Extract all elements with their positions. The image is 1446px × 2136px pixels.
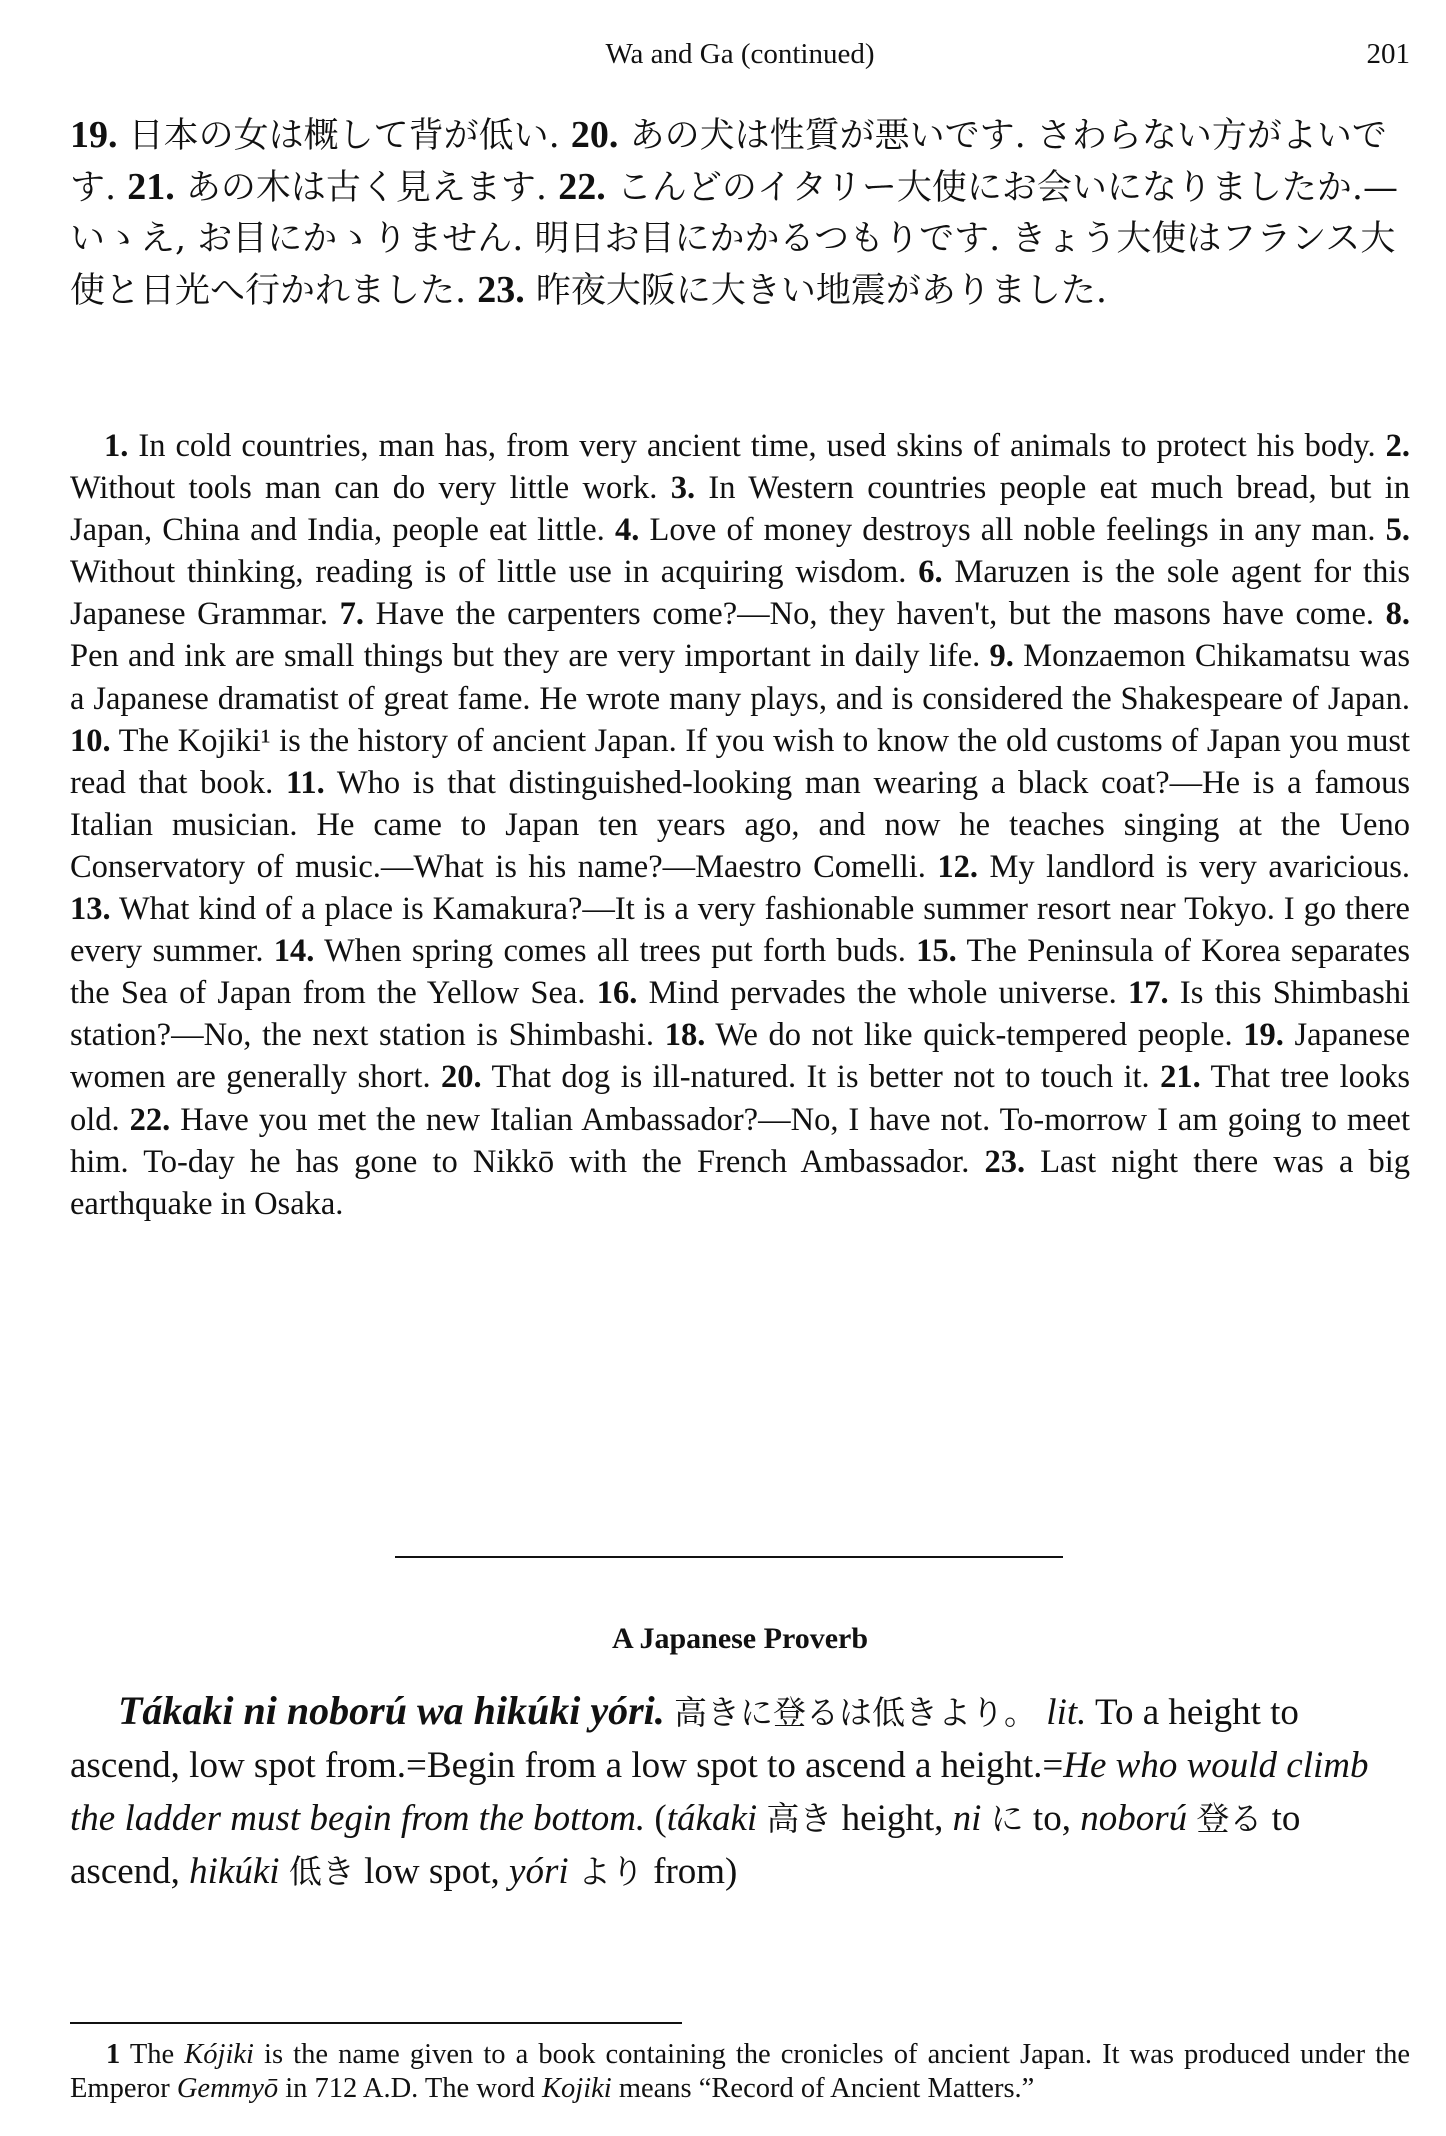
footnote-divider — [70, 2022, 682, 2024]
gloss-english: to, — [1032, 1798, 1071, 1839]
footnote-number: 1 — [106, 2039, 121, 2070]
footnote-term: Kójiki — [184, 2039, 254, 2070]
english-sentence: Japanese women are generally short. — [70, 1017, 1411, 1096]
gloss-english: to ascend, — [70, 1798, 1301, 1892]
english-sentence: My landlord is very avaricious. — [989, 848, 1411, 885]
english-number: 3. — [670, 470, 696, 507]
english-sentence: Pen and ink are small things but they are very important in daily life. — [70, 638, 981, 675]
gloss-kanji: 低き — [288, 1852, 355, 1891]
english-sentence: Last night there was a big earthquake in Osaka. — [70, 1143, 1411, 1222]
english-number: 1. — [104, 428, 129, 464]
english-sentence: In cold countries, man has, from very ancient time, used skins of animals to protect his body. — [138, 428, 1376, 464]
japanese-sentence: 昨夜大阪に大きい地震がありました. — [535, 271, 1108, 311]
english-sentence: That tree looks old. — [70, 1059, 1411, 1138]
japanese-sentence: こんどのイタリー大使にお会いになりましたか.—いゝえ, お目にかゝりません. 明日お目にかかるつもりです. きょう大使はフランス大使と日光へ行かれました. — [70, 168, 1398, 311]
gloss-romaji: hikúki — [189, 1851, 280, 1892]
gloss-kanji: に — [990, 1799, 1024, 1838]
english-translation-block — [70, 425, 1410, 1225]
english-sentence: Without thinking, reading is of little use in acquiring wisdom. — [70, 554, 907, 591]
gloss-romaji: yóri — [509, 1851, 569, 1892]
english-sentence: Maruzen is the sole agent for this Japanese Grammar. — [70, 554, 1410, 633]
english-sentence: That dog is ill-natured. It is better not to touch it. — [491, 1059, 1150, 1096]
gloss-romaji: noború — [1080, 1798, 1188, 1839]
english-sentence: Is this Shimbashi station?—No, the next station is Shimbashi. — [70, 975, 1411, 1054]
japanese-number: 22. — [558, 166, 606, 208]
english-number: 7. — [339, 596, 364, 633]
lit-label: lit. — [1046, 1692, 1087, 1733]
english-number: 15. — [916, 933, 957, 970]
english-number: 10. — [70, 722, 111, 759]
english-sentence: The Kojiki¹ is the history of ancient Japan. If you wish to know the old customs of Japan you must read that book. — [70, 722, 1410, 801]
gloss-open: ( — [654, 1798, 667, 1839]
english-number: 2. — [1385, 428, 1411, 464]
proverb-romaji: Tákaki ni noború wa hikúki yóri. — [118, 1688, 665, 1733]
footnote-term: Gemmyō — [176, 2073, 279, 2104]
english-sentence: Have the carpenters come?—No, they haven't, but the masons have come. — [375, 596, 1375, 633]
proverb-kanji: 高きに登るは低きより。 — [674, 1693, 1038, 1732]
japanese-number: 23. — [477, 269, 525, 311]
english-sentence: We do not like quick-tempered people. — [715, 1017, 1233, 1054]
footnote-text: The — [129, 2039, 175, 2070]
gloss-romaji: ni — [952, 1798, 982, 1839]
proverb-meaning: He who would climb the ladder must begin from the bottom. — [70, 1745, 1369, 1839]
japanese-number: 19. — [70, 114, 118, 156]
gloss-english: low spot, — [364, 1851, 500, 1892]
japanese-number: 21. — [127, 166, 175, 208]
japanese-sentence: 日本の女は概して背が低い. — [128, 116, 560, 156]
gloss-english: height, — [841, 1798, 944, 1839]
japanese-sentence: あの犬は性質が悪いです. さわらない方がよいです. — [70, 116, 1387, 208]
gloss-kanji: 高き — [766, 1799, 833, 1838]
page-header — [70, 38, 1410, 78]
english-number: 8. — [1385, 596, 1411, 633]
english-number: 22. — [129, 1101, 171, 1138]
english-sentence: The Peninsula of Korea separates the Sea of Japan from the Yellow Sea. — [70, 933, 1410, 1012]
english-sentence: Monzaemon Chikamatsu was a Japanese dramatist of great fame. He wrote many plays, and is considered the Shakespeare of Japan. — [70, 638, 1411, 717]
english-number: 12. — [937, 848, 979, 885]
english-number: 6. — [918, 554, 943, 591]
english-sentence: In Western countries people eat much bread, but in Japan, China and India, people eat little. — [70, 470, 1411, 549]
english-sentence: Mind pervades the whole universe. — [648, 975, 1117, 1012]
english-number: 4. — [614, 512, 640, 549]
footnote-text: means “Record of Ancient Matters.” — [618, 2073, 1035, 2104]
gloss-romaji: tákaki — [666, 1798, 758, 1839]
gloss-kanji: より — [577, 1852, 644, 1891]
english-number: 20. — [441, 1059, 482, 1096]
gloss-kanji: 登る — [1196, 1799, 1263, 1838]
gloss-english: from) — [653, 1851, 738, 1892]
japanese-number: 20. — [570, 114, 619, 156]
proverb-literal: To a height to ascend, low spot from.=Begin from a low spot to ascend a height.= — [70, 1692, 1299, 1786]
section-divider — [395, 1556, 1063, 1558]
english-number: 23. — [984, 1143, 1026, 1180]
english-sentence: Have you met the new Italian Ambassador?—No, I have not. To-morrow I am going to meet him. To-day he has gone to Nikkō with the French Ambassador. — [70, 1101, 1411, 1180]
running-title: Wa and Ga (continued) — [605, 38, 875, 70]
footnote-text: is the name given to a book containing the cronicles of ancient Japan. It was produced under the Emperor — [70, 2039, 1410, 2104]
japanese-sentence: あの木は古く見えます. — [185, 168, 548, 208]
english-number: 21. — [1160, 1059, 1201, 1096]
english-number: 19. — [1243, 1017, 1284, 1054]
english-number: 17. — [1128, 975, 1169, 1012]
proverb-heading: A Japanese Proverb — [611, 1622, 869, 1655]
page-number: 201 — [1366, 38, 1410, 70]
footnote — [70, 2038, 1410, 2106]
footnote-term: Kojiki — [542, 2073, 612, 2104]
english-number: 9. — [989, 638, 1014, 675]
proverb-paragraph — [70, 1684, 1410, 1898]
english-number: 14. — [273, 933, 315, 970]
english-number: 11. — [285, 764, 325, 801]
english-sentence: What kind of a place is Kamakura?—It is a very fashionable summer resort near Tokyo. I go there every summer. — [70, 891, 1410, 970]
english-sentence: When spring comes all trees put forth buds. — [324, 933, 906, 970]
english-sentence: Without tools man can do very little work. — [70, 470, 658, 507]
english-sentence: Who is that distinguished-looking man wearing a black coat?—He is a famous Italian musician. He came to Japan ten years ago, and now he teaches singing at the Ueno Conservatory of music.—What is his name?—Maestro Comelli. — [70, 764, 1410, 885]
japanese-exercise-block — [70, 110, 1410, 317]
english-number: 5. — [1385, 512, 1411, 549]
english-number: 18. — [664, 1017, 706, 1054]
footnote-text: in 712 A.D. The word — [285, 2073, 535, 2104]
english-sentence: Love of money destroys all noble feelings in any man. — [649, 512, 1376, 549]
english-number: 16. — [596, 975, 638, 1012]
english-number: 13. — [70, 891, 111, 928]
